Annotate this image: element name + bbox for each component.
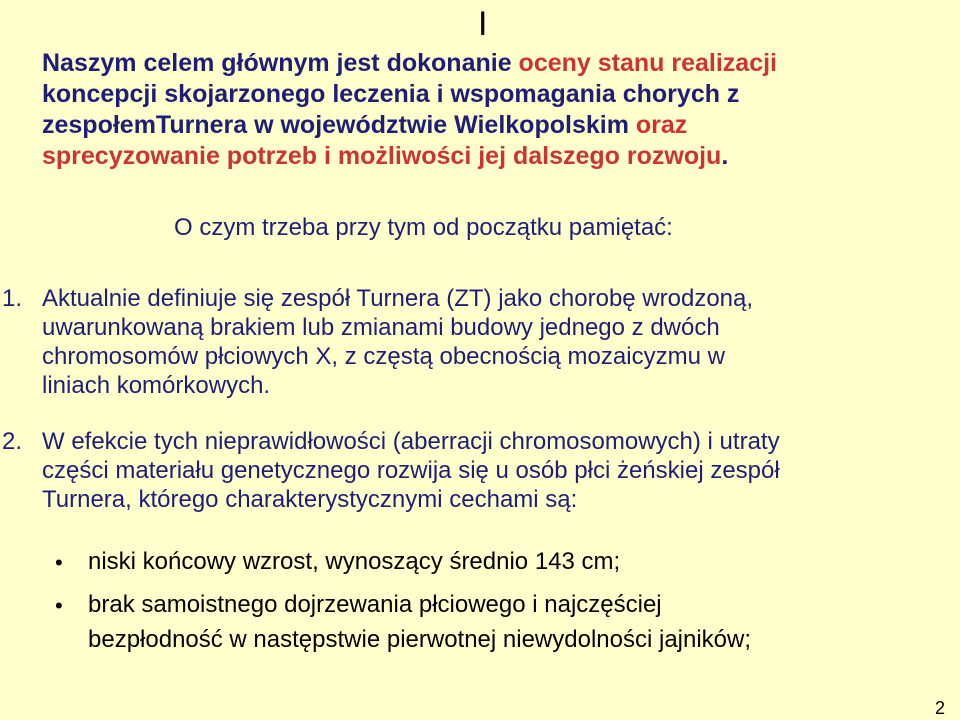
point-2-line-1: W efekcie tych nieprawidłowości (aberracji chromosomowych) i utraty [42,428,780,455]
section-marker: I [478,5,488,43]
point-1-line-2: uwarunkowaną brakiem lub zmianami budowy jednego z dwóch [42,314,720,341]
intro-line-1 [42,48,777,79]
bullet-item-1 [0,545,960,585]
intro-line-1-text: Naszym celem głównym jest dokonanie [42,49,519,77]
bullet-1-text: niski końcowy wzrost, wynoszący średnio 143 cm; [88,548,621,575]
intro-highlight-assessment: oceny stanu realizacji [518,49,777,77]
point-number: 2. [2,428,23,455]
point-2-line-2: części materiału genetycznego rozwija się u osób płci żeńskiej zespół [42,457,780,484]
bullet-item-2 [0,588,960,660]
intro-period: . [721,142,729,170]
intro-highlight-needs: sprecyzowanie potrzeb i możliwości jej dalszego rozwoju [42,142,722,170]
bullet-icon: • [55,550,63,575]
bullet-2-line-2: bezpłodność w następstwie pierwotnej niewydolności jajników; [88,626,752,653]
intro-line-3 [42,110,687,141]
page-number: 2 [935,698,946,718]
intro-highlight-oraz: oraz [635,111,688,139]
bullet-2-line-1: brak samoistnego dojrzewania płciowego i najczęściej [88,591,662,618]
point-1-line-3: chromosomów płciowych X, z częstą obecnością mozaicyzmu w [42,343,725,370]
intro-line-2: koncepcji skojarzonego leczenia i wspomagania chorych z [42,80,740,108]
point-number: 1. [2,285,23,312]
intro-line-4 [42,141,728,172]
point-1-line-1: Aktualnie definiuje się zespół Turnera (ZT) jako chorobę wrodzoną, [42,285,754,312]
numbered-point-2 [2,427,958,517]
point-1-line-4: liniach komórkowych. [42,372,271,399]
intro-line-3-text: zespołemTurnera w województwie Wielkopolskim [42,111,636,139]
bullet-icon: • [55,593,63,618]
question-heading: O czym trzeba przy tym od początku pamiętać: [174,214,673,241]
numbered-point-1 [2,284,952,404]
point-2-line-3: Turnera, którego charakterystycznymi cechami są: [42,486,578,513]
